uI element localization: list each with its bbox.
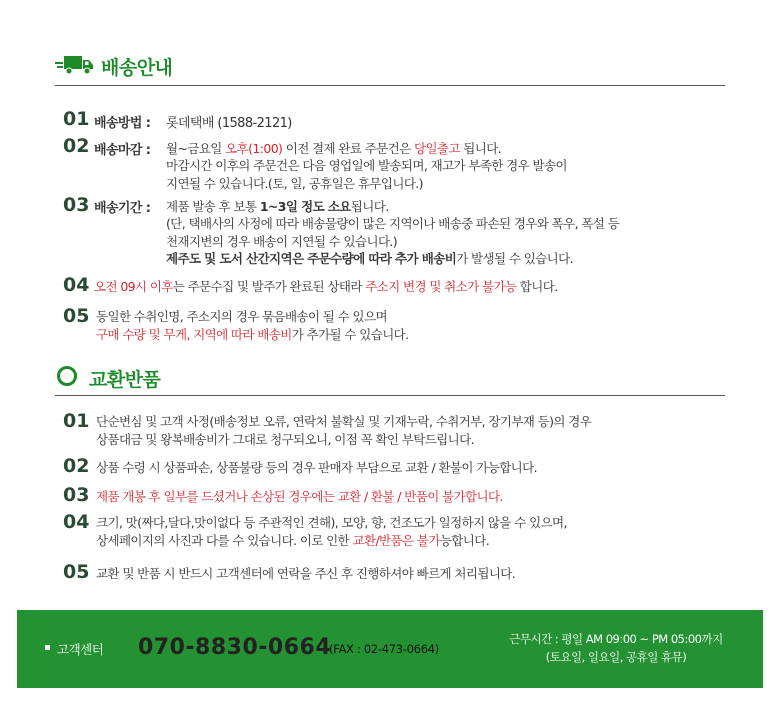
shipping-item-3-line4: 제주도 및 도서 산간지역은 주문수량에 따라 추가 배송비가 발생될 수 있습니다. bbox=[166, 251, 573, 266]
exchange-item-2-line1: 상품 수령 시 상품파손, 상품불량 등의 경우 판매자 부담으로 교환 / 환불이 가능합니다. bbox=[96, 460, 537, 475]
shipping-item-1-num: 01 bbox=[63, 108, 90, 130]
shipping-item-2-num: 02 bbox=[63, 135, 90, 157]
shipping-divider bbox=[55, 85, 725, 86]
business-hours-line1: 근무시간 : 평일 AM 09:00 ~ PM 05:00까지 bbox=[509, 632, 723, 646]
shipping-header bbox=[55, 52, 172, 80]
shipping-item-3-line3: 천재지변의 경우 배송이 지연될 수 있습니다.) bbox=[166, 234, 398, 249]
shipping-item-4-num: 04 bbox=[63, 274, 90, 296]
shipping-item-5-num: 05 bbox=[63, 305, 90, 327]
exchange-item-3-num: 03 bbox=[63, 484, 90, 506]
business-hours-line2: (토요일, 일요일, 공휴일 휴뮤) bbox=[545, 650, 687, 664]
truck-icon bbox=[55, 52, 95, 80]
exchange-item-1-line1: 단순변심 및 고객 사정(배송정보 오류, 연락처 불확실 및 기재누락, 수취거부, 장기부재 등)의 경우 bbox=[96, 414, 592, 429]
exchange-header bbox=[55, 364, 160, 392]
customer-center-phone[interactable]: 070-8830-0664 bbox=[138, 635, 332, 660]
exchange-item-4-line1: 크기, 맛(짜다,달다,맛이없다 등 주관적인 견해), 모양, 향, 건조도가 일정하지 않을 수 있으며, bbox=[96, 515, 567, 530]
shipping-item-3-label: 배송기간 : bbox=[94, 201, 151, 216]
shipping-item-2-line3: 지연될 수 있습니다.(토, 일, 공휴일은 휴무입니다.) bbox=[166, 176, 423, 191]
circle-icon bbox=[55, 364, 79, 392]
exchange-item-1-line2: 상품대금 및 왕복배송비가 그대로 청구되오니, 이점 꼭 확인 부탁드립니다. bbox=[96, 432, 474, 447]
shipping-item-3-num: 03 bbox=[63, 194, 90, 216]
shipping-item-2-line2: 마감시간 이후의 주문건은 다음 영업일에 발송되며, 재고가 부족한 경우 발송이 bbox=[166, 158, 567, 173]
shipping-item-5-line1: 동일한 수취인명, 주소지의 경우 묶음배송이 될 수 있으며 bbox=[96, 309, 387, 324]
exchange-item-1-num: 01 bbox=[63, 410, 90, 432]
exchange-title: 교환반품 bbox=[89, 368, 161, 391]
exchange-item-4-line2: 상세페이지의 사진과 다를 수 있습니다. 이로 인한 교환/반품은 불가능합니다. bbox=[96, 533, 490, 548]
customer-center-footer bbox=[17, 610, 763, 688]
exchange-item-5-line1: 교환 및 반품 시 반드시 고객센터에 연락을 주신 후 진행하셔야 빠르게 처리됩니다. bbox=[96, 566, 516, 581]
shipping-item-1-text: 롯데택배 (1588-2121) bbox=[166, 116, 292, 131]
shipping-item-3-line1: 제품 발송 후 보통 1~3일 정도 소요됩니다. bbox=[166, 199, 389, 214]
exchange-item-2-num: 02 bbox=[63, 455, 90, 477]
shipping-item-2-line1: 월~금요일 오후(1:00) 이전 결제 완료 주문건은 당일출고 됩니다. bbox=[166, 141, 502, 156]
shipping-item-5-line2: 구매 수량 및 무게, 지역에 따라 배송비가 추가될 수 있습니다. bbox=[96, 327, 409, 342]
customer-center-fax: (FAX : 02-473-0664) bbox=[329, 642, 439, 656]
shipping-item-2-label: 배송마감 : bbox=[94, 143, 151, 158]
exchange-item-5-num: 05 bbox=[63, 561, 90, 583]
shipping-item-1-label: 배송방법 : bbox=[94, 116, 151, 131]
shipping-item-3-line2: (단, 택배사의 사정에 따라 배송물량이 많은 지역이나 배송중 파손된 경우와 폭우, 폭설 등 bbox=[166, 216, 620, 231]
exchange-divider bbox=[55, 395, 725, 396]
bullet-icon bbox=[45, 645, 50, 650]
exchange-item-4-num: 04 bbox=[63, 511, 90, 533]
customer-center-label: 고객센터 bbox=[57, 642, 104, 657]
exchange-item-3-line1: 제품 개봉 후 일부를 드셨거나 손상된 경우에는 교환 / 환불 / 반품이 불가합니다. bbox=[96, 489, 503, 504]
shipping-item-4-line1: 오전 09시 이후는 주문수집 및 발주가 완료된 상태라 주소지 변경 및 취소가 불가능 합니다. bbox=[94, 279, 558, 294]
shipping-title: 배송안내 bbox=[101, 56, 173, 79]
business-hours bbox=[497, 630, 735, 666]
